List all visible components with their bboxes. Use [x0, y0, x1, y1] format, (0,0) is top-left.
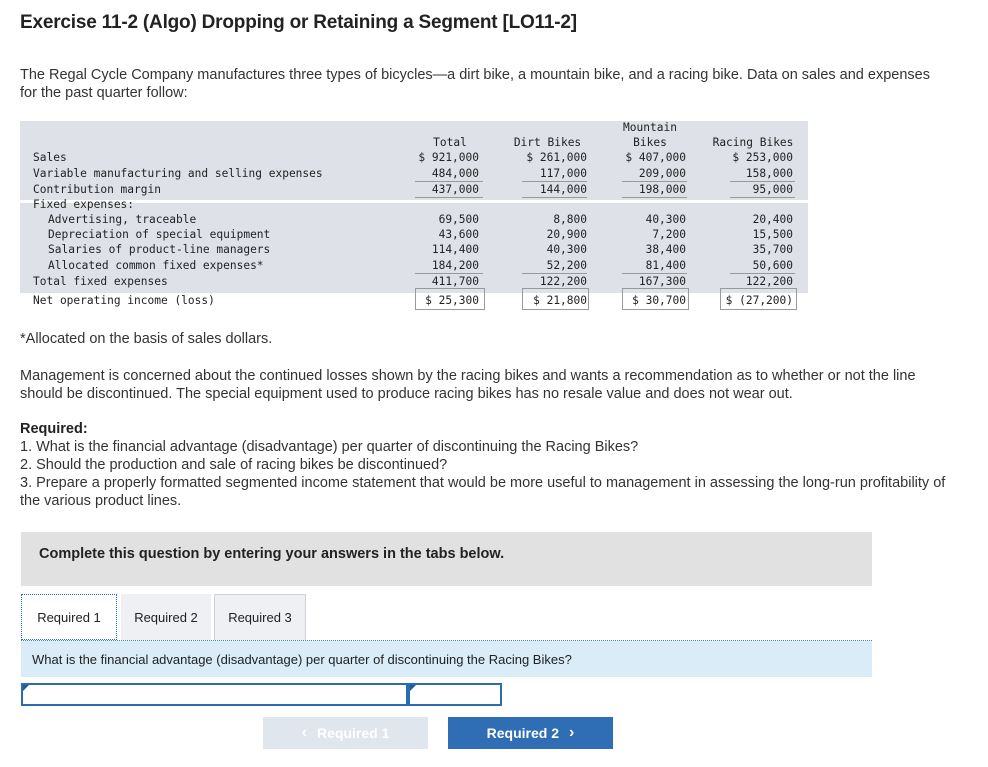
instruction-banner: [21, 532, 872, 586]
cell-dirt: 52,200: [546, 259, 587, 272]
rule: [730, 273, 795, 274]
row-label: Allocated common fixed expenses*: [48, 259, 264, 272]
cell-dirt: 117,000: [539, 167, 587, 180]
cell-mountain: 167,300: [638, 275, 686, 288]
intro-text: The Regal Cycle Company manufactures three types of bicycles—a dirt bike, a mountain bike, and a racing bike. Data on sales and expenses for the past quarter follow:: [20, 67, 930, 101]
row-label: Salaries of product-line managers: [48, 243, 271, 256]
row-label: Depreciation of special equipment: [48, 228, 271, 241]
answer-amount-input[interactable]: [408, 683, 502, 706]
cell-dirt: 144,000: [539, 183, 587, 196]
row-label: Fixed expenses:: [33, 198, 135, 211]
cell-racing: 122,200: [745, 275, 793, 288]
rule: [415, 273, 483, 274]
row-label: Sales: [33, 151, 67, 164]
chevron-left-icon: ‹: [301, 724, 307, 741]
row-label: Net operating income (loss): [33, 294, 215, 307]
cell-total: $ 921,000: [418, 151, 479, 164]
rule: [730, 181, 795, 182]
rule: [730, 197, 795, 198]
header-mountain-bikes-line2: Bikes: [633, 136, 667, 149]
management-text: Management is concerned about the continued losses shown by the racing bikes and wants a recommendation as to whether or not the line should be discontinued. The special equipment used to produce racing bikes has no resale value and does not wear out.: [20, 368, 916, 402]
tab-required-3[interactable]: Required 3: [214, 594, 306, 640]
cell-total: 69,500: [438, 213, 479, 226]
instruction-text: Complete this question by entering your answers in the tabs below.: [39, 546, 505, 562]
next-button-label: Required 2: [486, 725, 560, 741]
cell-mountain: 81,400: [645, 259, 686, 272]
cell-mountain: 209,000: [638, 167, 686, 180]
rule: [415, 197, 483, 198]
header-dirt-bikes: Dirt Bikes: [513, 136, 582, 149]
cell-racing: 35,700: [752, 243, 793, 256]
required-section: [20, 420, 960, 510]
answer-label-input[interactable]: [21, 683, 408, 706]
required-item: 2. Should the production and sale of racing bikes be discontinued?: [20, 457, 448, 473]
cell-racing: 50,600: [752, 259, 793, 272]
cell-total: 43,600: [438, 228, 479, 241]
cell-racing: 20,400: [752, 213, 793, 226]
cell-racing: $ (27,200): [725, 294, 793, 307]
required-item: 3. Prepare a properly formatted segmented income statement that would be more useful to management in assessing the long-run profitability of the various product lines.: [20, 475, 946, 509]
tab-required-1[interactable]: Required 1: [21, 594, 117, 640]
page-title: Exercise 11-2 (Algo) Dropping or Retaining a Segment [LO11-2]: [20, 12, 577, 33]
cell-dirt: $ 21,800: [533, 294, 587, 307]
required-item: 1. What is the financial advantage (disadvantage) per quarter of discontinuing the Racing Bikes?: [20, 439, 639, 455]
cell-racing: 15,500: [752, 228, 793, 241]
input-flag-icon: [410, 685, 416, 691]
prev-button-label: Required 1: [316, 725, 390, 741]
row-label: Total fixed expenses: [33, 275, 168, 288]
header-mountain-bikes-line1: Mountain: [623, 121, 677, 134]
cell-dirt: $ 261,000: [526, 151, 587, 164]
chevron-right-icon: ›: [569, 724, 575, 741]
cell-total: 437,000: [431, 183, 479, 196]
cell-dirt: 122,200: [539, 275, 587, 288]
tab-required-2[interactable]: Required 2: [121, 594, 211, 640]
cell-dirt: 40,300: [546, 243, 587, 256]
cell-mountain: 198,000: [638, 183, 686, 196]
rule: [522, 181, 587, 182]
next-button[interactable]: [448, 717, 613, 749]
header-racing-bikes: Racing Bikes: [712, 136, 794, 149]
row-label: Advertising, traceable: [48, 213, 197, 226]
prev-button[interactable]: [263, 717, 428, 749]
cell-mountain: 38,400: [645, 243, 686, 256]
rule: [415, 181, 483, 182]
cell-racing: 95,000: [752, 183, 793, 196]
rule: [522, 197, 587, 198]
cell-total: $ 25,300: [425, 294, 479, 307]
rule: [622, 273, 687, 274]
financial-table: [20, 121, 810, 311]
input-flag-icon: [23, 685, 29, 691]
cell-total: 484,000: [431, 167, 479, 180]
row-label: Contribution margin: [33, 183, 161, 196]
cell-mountain: 7,200: [652, 228, 686, 241]
cell-mountain: 40,300: [645, 213, 686, 226]
cell-mountain: $ 407,000: [625, 151, 686, 164]
cell-total: 411,700: [431, 275, 479, 288]
cell-mountain: $ 30,700: [632, 294, 686, 307]
question-band: [21, 641, 872, 677]
row-label: Variable manufacturing and selling expenses: [33, 167, 323, 180]
cell-racing: $ 253,000: [732, 151, 793, 164]
header-total: Total: [433, 136, 467, 149]
cell-racing: 158,000: [745, 167, 793, 180]
required-heading: Required:: [20, 421, 88, 437]
rule: [522, 273, 587, 274]
cell-dirt: 8,800: [553, 213, 587, 226]
cell-total: 114,400: [431, 243, 479, 256]
cell-dirt: 20,900: [546, 228, 587, 241]
question-text: What is the financial advantage (disadvantage) per quarter of discontinuing the Racing Bikes?: [32, 652, 572, 667]
rule: [622, 181, 687, 182]
cell-total: 184,200: [431, 259, 479, 272]
footnote: *Allocated on the basis of sales dollars.: [20, 331, 273, 347]
rule: [622, 197, 687, 198]
